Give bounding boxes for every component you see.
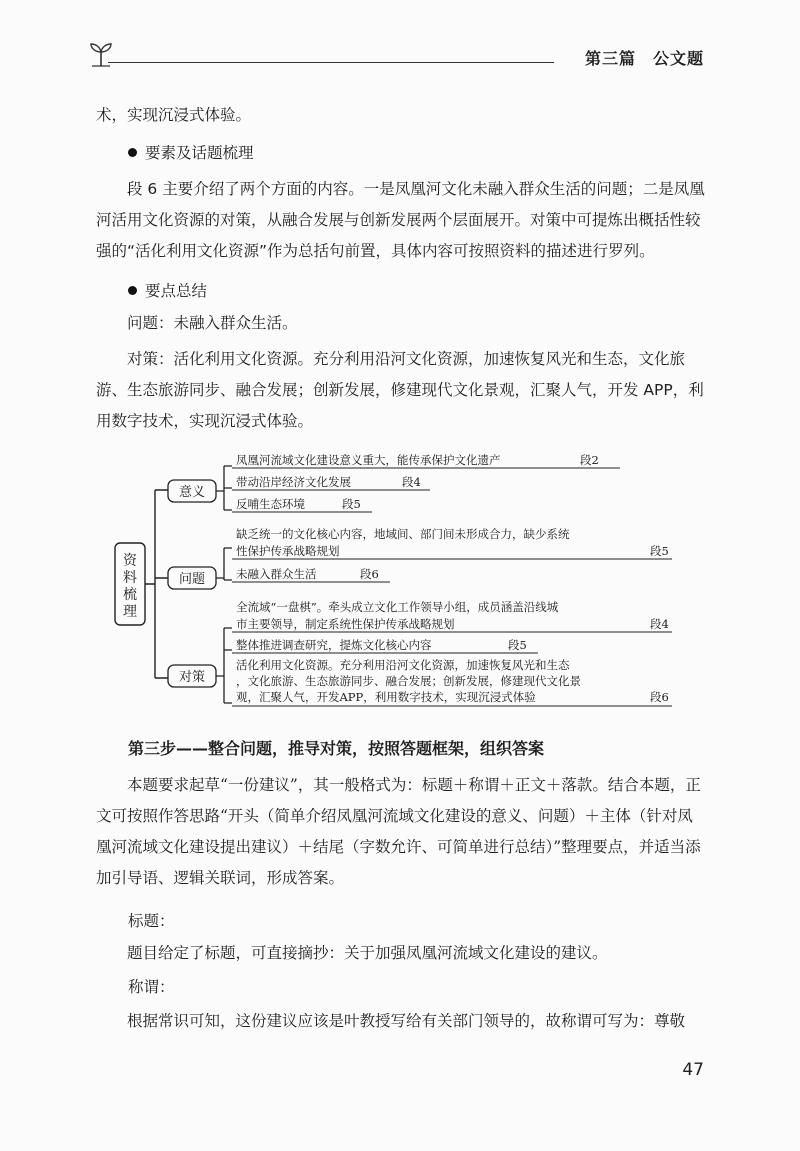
mindmap-item: 全流域“一盘棋”。牵头成立文化工作领导小组，成员涵盖沿线城: [236, 600, 559, 614]
sprout-icon: [88, 40, 114, 68]
mindmap-item-tag: 段6: [360, 567, 379, 581]
mindmap-item: 未融入群众生活: [236, 567, 317, 581]
bullet-dot: [128, 286, 137, 295]
bullet-dot: [128, 148, 137, 157]
mindmap-root-char: 理: [123, 604, 137, 620]
mindmap-branch-measures: 对策: [178, 670, 206, 685]
paragraph-problem: 问题：未融入群众生活。: [127, 314, 298, 332]
mindmap-root-char: 梳: [123, 587, 137, 603]
paragraph-format: 本题要求起草“一份建议”，其一般格式为：标题＋称谓＋正文＋落款。结合本题，正文可按照作答思路“开头（简单介绍凤凰河流域文化建设的意义、问题）＋主体（针对凤凰河流域文化建设提出建议）＋结尾（字数允许、可简单进行总结）”整理要点，并适当添加引导语、逻辑关联词，形成答案。: [96, 776, 701, 887]
step-three-heading: 第三步——整合问题，推导对策，按照答题框架，组织答案: [128, 739, 545, 758]
mindmap-item: 带动沿岸经济文化发展: [236, 475, 351, 489]
chapter-title: 第三篇 公文题: [584, 49, 704, 68]
mindmap-item: 活化利用文化资源。充分利用沿河文化资源，加速恢复风光和生态: [236, 658, 570, 672]
mindmap-item: 整体推进调查研究，提炼文化核心内容: [236, 638, 432, 652]
label-salutation: 称谓：: [128, 978, 175, 996]
mindmap-item-tag: 段5: [650, 544, 669, 558]
paragraph-analysis: 段 6 主要介绍了两个方面的内容。一是凤凰河文化未融入群众生活的问题；二是凤凰河活用文化资源的对策，从融合发展与创新发展两个层面展开。对策中可提炼出概括性较强的“活化利用文化资源”作为总括句前置，具体内容可按照资料的描述进行罗列。: [96, 180, 705, 260]
mindmap-branch-problem: 问题: [178, 572, 206, 587]
page-header: [88, 40, 704, 70]
mindmap-item-tag: 段2: [580, 453, 599, 467]
mindmap-item: 缺乏统一的文化核心内容，地域间、部门间未形成合力，缺少系统: [236, 527, 570, 541]
paragraph-title: 题目给定了标题，可直接摘抄：关于加强凤凰河流域文化建设的建议。: [127, 944, 608, 962]
page-number: 47: [682, 1060, 704, 1080]
mindmap-item: ，文化旅游、生态旅游同步、融合发展；创新发展，修建现代文化景: [236, 674, 581, 688]
mindmap-item: 凤凰河流域文化建设意义重大，能传承保护文化遗产: [236, 453, 501, 467]
mindmap-item: 观，汇聚人气，开发APP，利用数字技术，实现沉浸式体验: [236, 690, 536, 704]
mindmap-root-char: 料: [123, 570, 137, 586]
bullet-elements-topics: 要素及话题梳理: [128, 142, 254, 165]
mindmap-item-tag: 段5: [342, 497, 361, 511]
mindmap-item: 市主要领导，制定系统性保护传承战略规划: [236, 617, 455, 631]
mindmap-root-char: 资: [123, 553, 137, 569]
material-mindmap: [110, 448, 680, 718]
header-rule: [108, 62, 554, 63]
paragraph-continuation: 术，实现沉浸式体验。: [96, 106, 252, 124]
mindmap-item-tag: 段4: [650, 617, 669, 631]
paragraph-countermeasure: 对策：活化利用文化资源。充分利用沿河文化资源，加速恢复风光和生态，文化旅游、生态旅游同步、融合发展；创新发展，修建现代文化景观，汇聚人气，开发 APP，利用数字技术，实现沉浸式体验。: [96, 350, 704, 430]
mindmap-branch-meaning: 意义: [178, 485, 206, 500]
bullet-key-points: 要点总结: [128, 280, 207, 303]
paragraph-salutation: 根据常识可知，这份建议应该是叶教授写给有关部门领导的，故称谓可写为：尊敬: [127, 1012, 686, 1030]
mindmap-item: 性保护传承战略规划: [236, 544, 340, 558]
mindmap-item: 反哺生态环境: [236, 497, 305, 511]
mindmap-item-tag: 段6: [650, 690, 669, 704]
mindmap-item-tag: 段4: [402, 475, 421, 489]
label-title: 标题：: [128, 912, 175, 930]
mindmap-item-tag: 段5: [508, 638, 527, 652]
